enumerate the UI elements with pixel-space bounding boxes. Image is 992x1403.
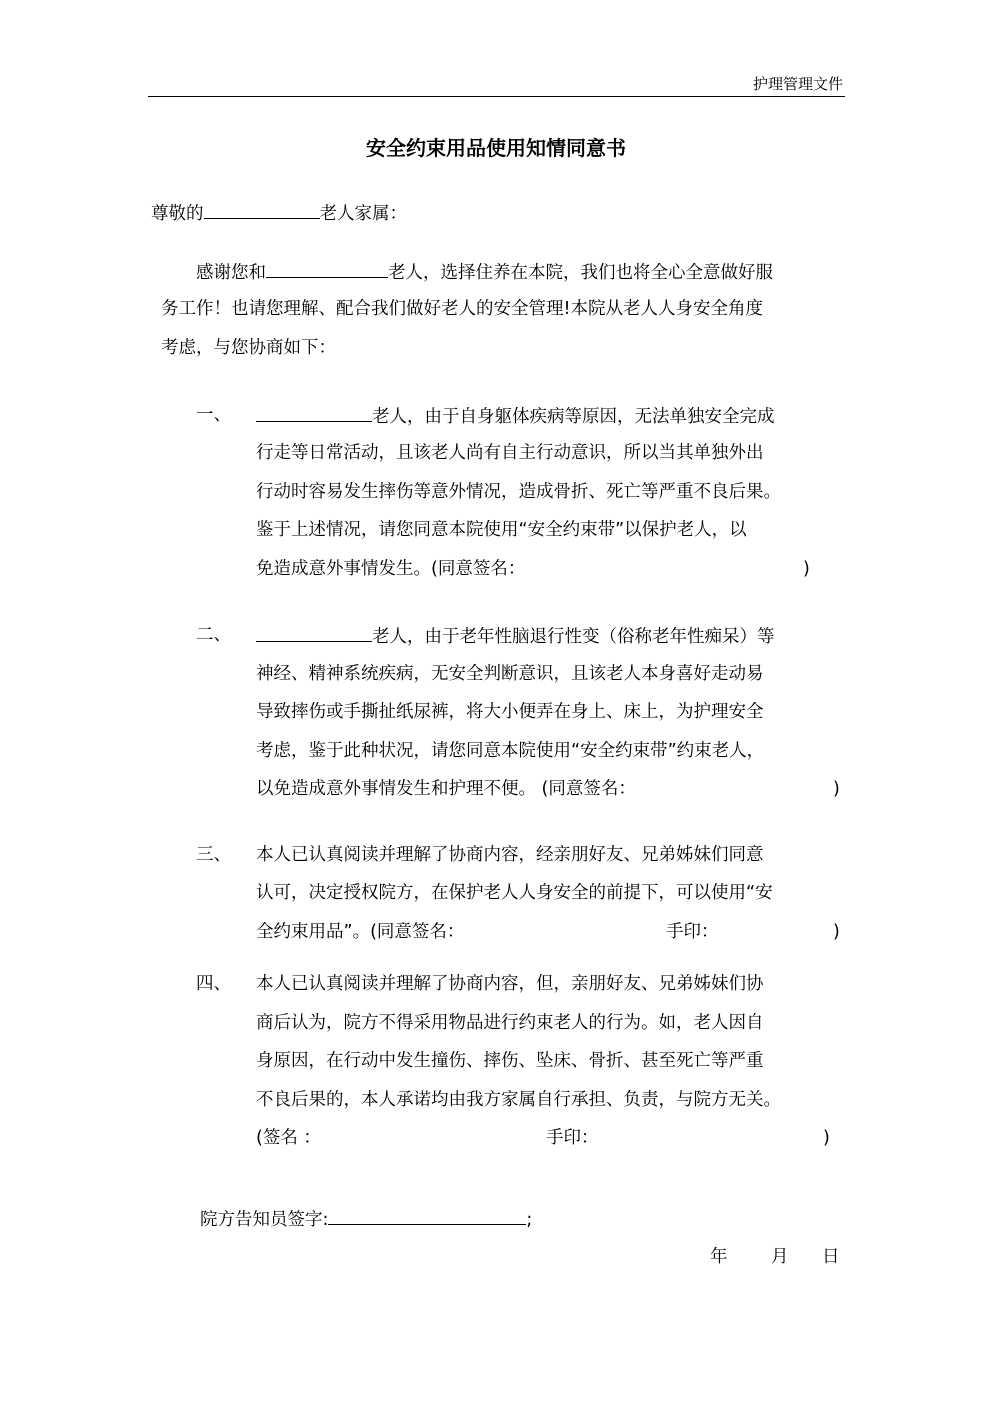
section-3-line-1: 本人已认真阅读并理解了协商内容，经亲朋好友、兄弟姊妹们同意	[256, 845, 764, 865]
section-4-line-2: 商后认为，院方不得采用物品进行约束老人的行为。如，老人因自	[256, 1013, 764, 1033]
section-2-line-4: 考虑，鉴于此种状况，请您同意本院使用“安全约束带”约束老人，	[256, 741, 765, 761]
staff-signature-end: ;	[526, 1210, 533, 1230]
section-1-line-1: 老人，由于自身躯体疾病等原因，无法单独安全完成	[256, 403, 775, 429]
section-2-number: 二、	[196, 625, 231, 645]
section-4-sign-close: )	[823, 1128, 830, 1148]
elder-name-blank[interactable]	[204, 200, 320, 219]
section-4-number: 四、	[196, 974, 231, 994]
section-1-sign-close: )	[803, 559, 810, 579]
greeting-suffix: 老人家属：	[319, 204, 407, 224]
staff-signature-label: 院方告知员签字:	[200, 1210, 329, 1230]
section-2-elder-blank[interactable]	[256, 623, 372, 642]
header-divider	[148, 96, 845, 97]
document-category: 护理管理文件	[752, 75, 843, 93]
date-month-label: 月	[771, 1247, 789, 1267]
section-2-line-3: 导致摔伤或手撕扯纸尿裤，将大小便弄在身上、床上，为护理安全	[256, 702, 764, 722]
section-3-sign-close: )	[833, 922, 840, 942]
greeting-line	[151, 200, 407, 226]
section-1-number: 一、	[196, 405, 231, 425]
section-4-line-3: 身原因，在行动中发生撞伤、摔伤、坠床、骨折、甚至死亡等严重	[256, 1051, 764, 1071]
section-1-line-3: 行动时容易发生摔伤等意外情况，造成骨折、死亡等严重不良后果。	[256, 482, 781, 502]
section-2-sign-line: 以免造成意外事情发生和护理不便。 (同意签名：	[256, 779, 636, 799]
section-1-sign-line: 免造成意外事情发生。(同意签名：	[256, 559, 526, 579]
intro-line-2: 务工作！也请您理解、配合我们做好老人的安全管理!本院从老人人身安全角度	[161, 299, 764, 319]
section-1-elder-blank[interactable]	[256, 403, 372, 422]
section-2-line-1: 老人，由于老年性脑退行性变（俗称老年性痴呆）等	[256, 623, 775, 649]
page-title: 安全约束用品使用知情同意书	[366, 136, 626, 160]
staff-signature-line	[200, 1206, 532, 1232]
section-4-line-4: 不良后果的，本人承诺均由我方家属自行承担、负责，与院方无关。	[256, 1090, 781, 1110]
section-3-number: 三、	[196, 845, 231, 865]
section-3-sign-line: 全约束用品”。(同意签名：	[256, 922, 465, 942]
date-year-label: 年	[710, 1247, 728, 1267]
section-4-thumbprint-label: 手印：	[546, 1128, 599, 1148]
date-day-label: 日	[822, 1247, 840, 1267]
greeting-prefix: 尊敬的	[151, 204, 204, 224]
section-3-thumbprint-label: 手印：	[666, 922, 719, 942]
section-4-line-1: 本人已认真阅读并理解了协商内容，但，亲朋好友、兄弟姊妹们协	[256, 974, 764, 994]
intro-line-3: 考虑，与您协商如下：	[161, 338, 336, 358]
section-1-line-4: 鉴于上述情况，请您同意本院使用“安全约束带”以保护老人，以	[256, 520, 747, 540]
section-2-line-2: 神经、精神系统疾病，无安全判断意识，且该老人本身喜好走动易	[256, 664, 764, 684]
section-2-sign-close: )	[833, 779, 840, 799]
intro-line-1: 感谢您和 老人，选择住养在本院，我们也将全心全意做好服	[196, 259, 773, 285]
elder-name-blank-intro[interactable]	[266, 259, 388, 278]
staff-signature-blank[interactable]	[328, 1206, 526, 1225]
section-1-line-2: 行走等日常活动，且该老人尚有自主行动意识，所以当其单独外出	[256, 443, 764, 463]
section-4-sign-line: (签名 ：	[256, 1128, 321, 1148]
section-3-line-2: 认可，决定授权院方，在保护老人人身安全的前提下，可以使用“安	[256, 883, 773, 903]
